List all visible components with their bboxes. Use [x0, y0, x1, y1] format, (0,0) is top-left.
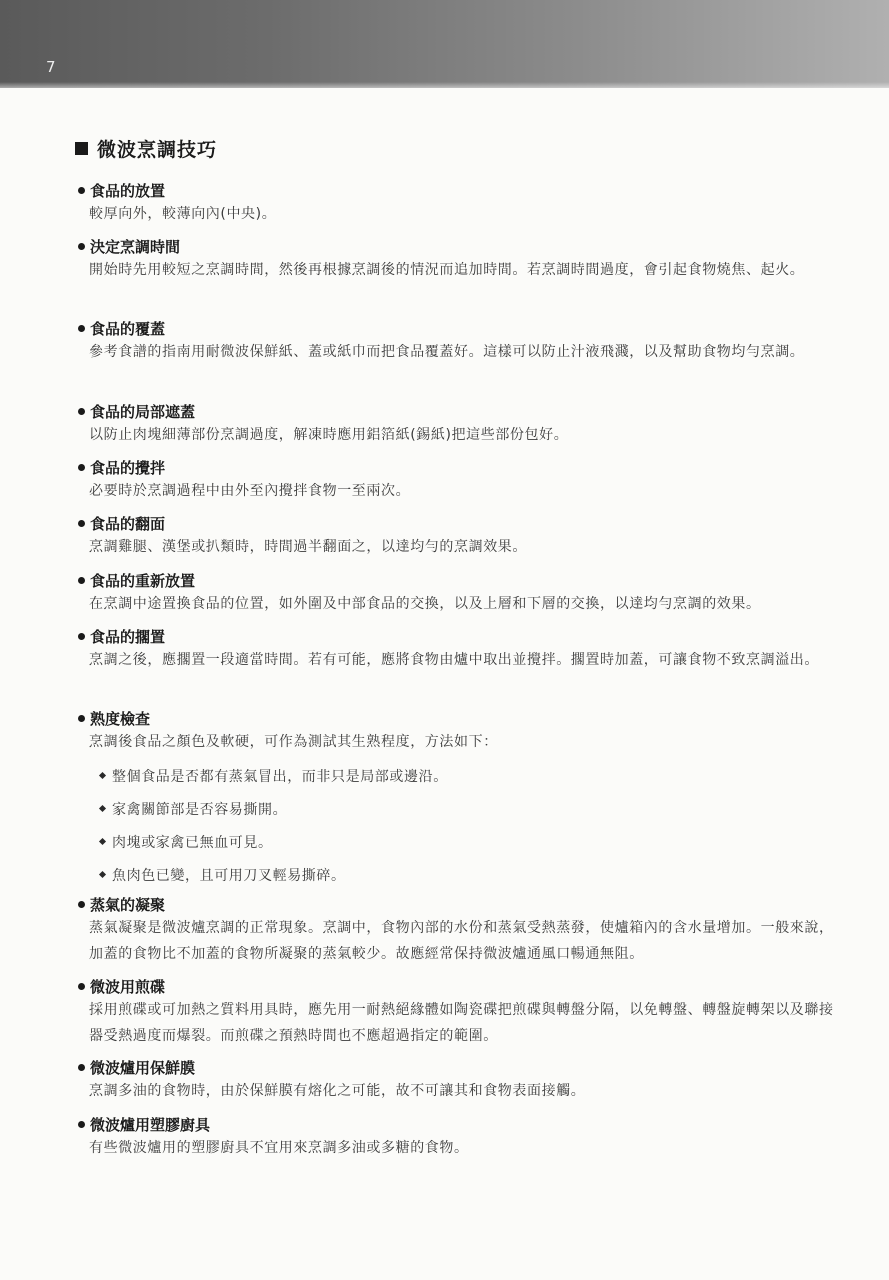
- tip-heading: 熟度檢查: [90, 709, 151, 728]
- doneness-checklist: [100, 759, 838, 891]
- tip-standing: [78, 625, 838, 673]
- tip-heading: 食品的局部遮蓋: [90, 402, 196, 421]
- tip-text: 必要時於烹調過程中由外至內攪拌食物一至兩次。: [89, 483, 411, 499]
- tip-text: 較厚向外，較薄向內(中央)。: [89, 206, 277, 222]
- tip-text: 以防止肉塊細薄部份烹調過度，解凍時應用鋁箔紙(錫紙)把這些部份包好。: [89, 427, 569, 443]
- header-band: [0, 0, 889, 88]
- bullet-icon: [78, 243, 85, 250]
- tip-heading: 食品的擱置: [90, 627, 166, 646]
- bullet-icon: [78, 901, 85, 908]
- tip-heading: 決定烹調時間: [90, 237, 181, 256]
- tip-plastic-wrap: [78, 1056, 838, 1104]
- tip-heading: 食品的重新放置: [90, 571, 196, 590]
- tip-text: 烹調多油的食物時，由於保鮮膜有熔化之可能，故不可讓其和食物表面接觸。: [89, 1083, 586, 1099]
- bullet-icon: [78, 408, 85, 415]
- tip-placement: [78, 179, 838, 227]
- diamond-bullet-icon: [99, 871, 106, 878]
- list-item: 家禽關節部是否容易撕開。: [100, 792, 838, 825]
- tip-browning-dish: [78, 975, 838, 1049]
- page-number: 7: [46, 58, 56, 76]
- tip-heading: 食品的攪拌: [90, 458, 166, 477]
- tip-text: 有些微波爐用的塑膠廚具不宜用來烹調多油或多糖的食物。: [89, 1140, 469, 1156]
- tip-heading: 蒸氣的凝聚: [90, 895, 166, 914]
- tip-stirring: [78, 456, 838, 504]
- tip-text: 參考食譜的指南用耐微波保鮮紙、蓋或紙巾而把食品覆蓋好。這樣可以防止汁液飛濺，以及幫助食物均勻烹調。: [89, 344, 805, 360]
- bullet-icon: [78, 577, 85, 584]
- bullet-icon: [78, 715, 85, 722]
- bullet-icon: [78, 520, 85, 527]
- tip-heading: 食品的覆蓋: [90, 319, 166, 338]
- section-title: [75, 135, 217, 162]
- tip-text: 蒸氣凝聚是微波爐烹調的正常現象。烹調中，食物內部的水份和蒸氣受熱蒸發，使爐箱內的含水量增加。一般來說，加蓋的食物比不加蓋的食物所凝聚的蒸氣較少。故應經常保持微波爐通風口暢通無阻。: [89, 920, 834, 962]
- list-item: 魚肉色已變，且可用刀叉輕易撕碎。: [100, 858, 838, 891]
- tip-text: 烹調之後，應擱置一段適當時間。若有可能，應將食物由爐中取出並攪拌。擱置時加蓋，可讓食物不致烹調溢出。: [89, 652, 819, 668]
- tip-heading: 食品的翻面: [90, 514, 166, 533]
- bullet-icon: [78, 1121, 85, 1128]
- tip-text: 開始時先用較短之烹調時間，然後再根據烹調後的情況而追加時間。若烹調時間過度，會引起食物燒焦、起火。: [89, 262, 805, 278]
- list-item: 整個食品是否都有蒸氣冒出，而非只是局部或邊沿。: [100, 759, 838, 792]
- page-title: 微波烹調技巧: [97, 139, 218, 161]
- tip-heading: 微波用煎碟: [90, 977, 166, 996]
- tip-heading: 微波爐用保鮮膜: [90, 1058, 196, 1077]
- bullet-icon: [78, 633, 85, 640]
- square-bullet-icon: [75, 142, 88, 155]
- diamond-bullet-icon: [99, 805, 106, 812]
- tip-shielding: [78, 400, 838, 448]
- tip-doneness: [78, 707, 838, 891]
- tip-rearranging: [78, 569, 838, 617]
- tip-covering: [78, 317, 838, 365]
- diamond-bullet-icon: [99, 838, 106, 845]
- tip-plastic-cookware: [78, 1113, 838, 1161]
- bullet-icon: [78, 187, 85, 194]
- bullet-icon: [78, 1064, 85, 1071]
- tip-text: 烹調後食品之顏色及軟硬，可作為測試其生熟程度，方法如下：: [89, 734, 498, 750]
- bullet-icon: [78, 983, 85, 990]
- list-item: 肉塊或家禽已無血可見。: [100, 825, 838, 858]
- tip-text: 採用煎碟或可加熱之質料用具時，應先用一耐熱絕緣體如陶瓷碟把煎碟與轉盤分隔，以免轉盤、轉盤旋轉架以及聯接器受熱過度而爆裂。而煎碟之預熱時間也不應超過指定的範圍。: [89, 1002, 834, 1044]
- tip-heading: 微波爐用塑膠廚具: [90, 1115, 211, 1134]
- tip-turning: [78, 512, 838, 560]
- tip-cooking-time: [78, 235, 838, 283]
- tip-text: 在烹調中途置換食品的位置，如外圍及中部食品的交換，以及上層和下層的交換，以達均勻烹調的效果。: [89, 596, 761, 612]
- tip-heading: 食品的放置: [90, 181, 166, 200]
- bullet-icon: [78, 464, 85, 471]
- bullet-icon: [78, 325, 85, 332]
- diamond-bullet-icon: [99, 772, 106, 779]
- tip-text: 烹調雞腿、漢堡或扒類時，時間過半翻面之，以達均勻的烹調效果。: [89, 539, 527, 555]
- tip-condensation: [78, 893, 838, 967]
